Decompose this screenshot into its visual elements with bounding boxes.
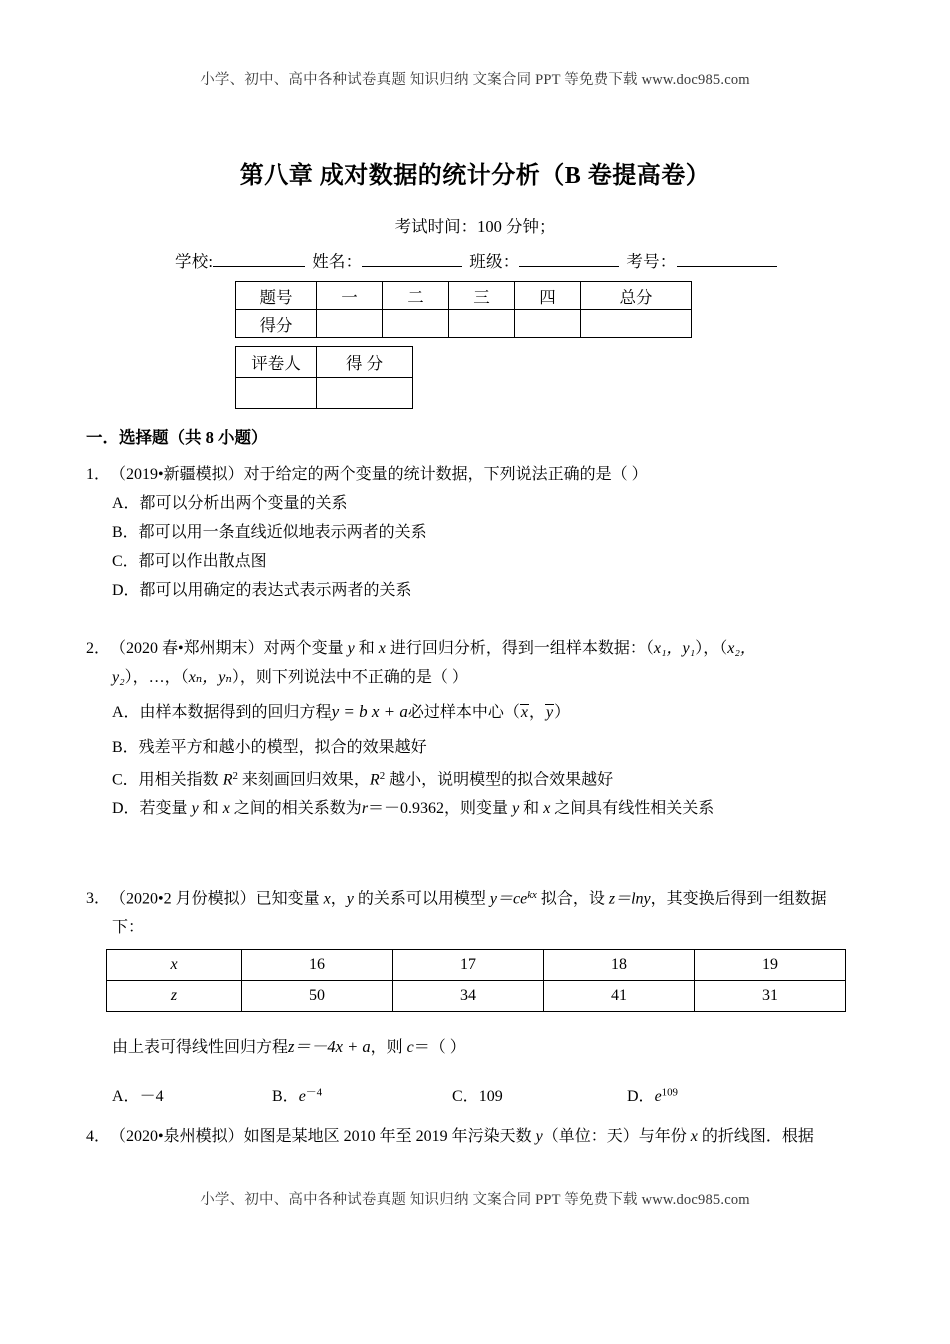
- q2-optD-x1: x: [222, 800, 230, 818]
- q2-optD-and2: 和: [519, 800, 544, 818]
- q2-optD-and1: 和: [198, 800, 223, 818]
- z-value-2: 34: [393, 981, 544, 1012]
- q3-model: y＝ce: [489, 890, 528, 908]
- q2-optA-end: ）: [554, 704, 571, 721]
- table-row: [107, 950, 846, 981]
- q2-optD-y2: y: [512, 800, 520, 818]
- question-4-source: （2020•泉州模拟）: [110, 1128, 244, 1145]
- question-3-options: [112, 1083, 912, 1106]
- q3-optA-label: A．: [112, 1088, 140, 1105]
- q2-optA-ybar: y: [546, 704, 554, 721]
- x-value-2: 17: [393, 950, 544, 981]
- score-summary-table: [235, 281, 692, 338]
- question-1-stem: [86, 460, 886, 489]
- question-1-option-d[interactable]: D．都可以用确定的表达式表示两者的关系: [112, 582, 412, 599]
- q2-optD-pre: D．若变量: [112, 800, 192, 818]
- section-heading-choice: 一．选择题（共 8 小题）: [86, 428, 268, 447]
- q2-optD-end: 之间具有线性相关关系: [550, 800, 715, 818]
- q3-model-exponent: kx: [527, 889, 537, 901]
- q2-var-x: x: [378, 640, 386, 657]
- question-1-text: 对于给定的两个变量的统计数据，下列说法正确的是（ ）: [243, 466, 648, 483]
- exam-no-blank[interactable]: [677, 251, 777, 267]
- q2-pair-2-cont: y₂: [112, 669, 125, 686]
- q2-pair-2: x₂，: [727, 640, 756, 657]
- q3-var-y: y: [346, 890, 354, 908]
- question-3-regression-line: [86, 1032, 886, 1062]
- table-row: [236, 347, 413, 378]
- q2-mid: ），…，（: [124, 669, 189, 686]
- q2-optA-comma: ，: [528, 704, 545, 721]
- table-row: [236, 378, 413, 409]
- grader-value[interactable]: [236, 378, 317, 409]
- student-info-line: [175, 248, 795, 272]
- q2-optA-mid: 必过样本中心（: [407, 704, 520, 721]
- x-value-4: 19: [695, 950, 846, 981]
- q3-after-end: ＝（ ）: [413, 1039, 466, 1056]
- question-3-stem-line-1: [86, 881, 886, 913]
- question-4-stem: [86, 1122, 886, 1151]
- exam-no-label: 考号：: [626, 252, 677, 271]
- question-2-option-a[interactable]: [86, 692, 886, 733]
- q2-text-3: 进行回归分析，得到一组样本数据：（: [385, 640, 654, 657]
- q3-optB-label: B．: [272, 1088, 299, 1105]
- q2-optC-sup2: 2: [379, 770, 386, 782]
- z-value-4: 31: [695, 981, 846, 1012]
- table-row: [236, 310, 692, 338]
- q2-text-1: 对两个变量: [263, 640, 348, 657]
- q3-optD-exponent: 109: [661, 1086, 678, 1099]
- question-1-number: 1．: [86, 466, 111, 483]
- q2-optA-equation: y = b x + a: [331, 702, 408, 721]
- q2-optC-R1: R: [222, 771, 233, 789]
- q2-optC-pre: C．用相关指数: [112, 771, 223, 789]
- q2-optC-mid: 来刻画回归效果，: [237, 771, 370, 789]
- data-label-z: z: [170, 987, 178, 1004]
- school-label: 学校:: [175, 252, 214, 271]
- question-3-source: （2020•2 月份模拟）: [110, 890, 256, 908]
- table-row: [236, 282, 692, 310]
- question-1-option-a[interactable]: A．都可以分析出两个变量的关系: [112, 495, 348, 512]
- question-3-option-b[interactable]: [272, 1083, 452, 1106]
- question-1-option-b[interactable]: B．都可以用一条直线近似地表示两者的关系: [112, 524, 427, 541]
- score-cell-3[interactable]: [449, 310, 515, 338]
- x-value-3: 18: [544, 950, 695, 981]
- question-2-source: （2020 春•郑州期末）: [110, 640, 264, 657]
- class-blank[interactable]: [519, 251, 619, 267]
- exam-duration-text: 考试时间：100 分钟；: [394, 217, 556, 236]
- q3-optC-label: C．: [452, 1088, 479, 1105]
- question-3-after-table: [86, 1032, 886, 1062]
- question-4-number: 4．: [86, 1128, 111, 1145]
- q2-optC-sup1: 2: [232, 770, 238, 782]
- q3-var-c: c: [406, 1039, 414, 1056]
- question-3-stem-line-2: 下：: [112, 919, 145, 937]
- question-2-stem-line-1: 2．（2020 春•郑州期末）对两个变量 y 和 x 进行回归分析，得到一组样本数据：（x₁，y₁），（x₂，: [86, 634, 886, 663]
- name-blank[interactable]: [362, 251, 462, 267]
- score-cell-4[interactable]: [515, 310, 581, 338]
- table-row: [107, 981, 846, 1012]
- data-label-x: x: [170, 956, 178, 973]
- grader-score-table: [235, 346, 413, 409]
- q3-text-3: 的关系可以用模型: [353, 890, 490, 908]
- score-table-row-label: 题号: [236, 282, 317, 310]
- q2-optC-end: 越小，说明模型的拟合效果越好: [385, 771, 614, 789]
- q2-optD-r: r: [361, 800, 369, 818]
- q3-optA-value: －4: [139, 1088, 164, 1105]
- q2-optD-mid: 之间的相关系数为: [229, 800, 362, 818]
- q3-text-1: 已知变量: [255, 890, 324, 908]
- score-cell-1[interactable]: [317, 310, 383, 338]
- class-label: 班级：: [469, 252, 520, 271]
- q4-text-3: 的折线图．根据: [697, 1128, 814, 1145]
- running-header: 小学、初中、高中各种试卷真题 知识归纳 文案合同 PPT 等免费下载 www.doc985.com: [200, 72, 750, 88]
- data-row-label-z: [107, 981, 242, 1012]
- score-col-1: 一: [317, 282, 383, 310]
- q3-regression-equation: z＝－4x + a: [288, 1037, 371, 1056]
- q3-text-5: ，其变换后得到一组数据: [650, 890, 827, 908]
- q2-optD-x2: x: [543, 800, 551, 818]
- q2-var-y: y: [347, 640, 355, 657]
- q3-after-pre: 由上表可得线性回归方程: [112, 1039, 289, 1056]
- question-1-option-c[interactable]: C．都可以作出散点图: [112, 553, 267, 570]
- q3-optD-value: e: [654, 1088, 662, 1105]
- question-2-option-c[interactable]: [86, 762, 886, 794]
- question-3-option-a[interactable]: [112, 1083, 272, 1106]
- question-1: [86, 460, 886, 605]
- grader-score-header: 得 分: [317, 347, 413, 378]
- score-cell-total[interactable]: [581, 310, 692, 338]
- q3-z-transform: z＝lny: [608, 890, 651, 908]
- q4-text-1: 如图是某地区 2010 年至 2019 年污染天数: [243, 1128, 536, 1145]
- question-4: [86, 1122, 886, 1151]
- q2-optC-R2: R: [369, 771, 380, 789]
- question-2-number: 2．: [86, 640, 111, 657]
- question-3-data-table: [106, 949, 846, 1012]
- q2-optD-y1: y: [191, 800, 199, 818]
- q2-text-2: 和: [354, 640, 379, 657]
- q3-after-mid: ，则: [370, 1039, 407, 1056]
- q4-var-y: y: [535, 1128, 543, 1145]
- question-2-option-d[interactable]: [86, 794, 886, 823]
- question-1-source: （2019•新疆模拟）: [110, 466, 244, 483]
- q3-optC-value: 109: [478, 1088, 503, 1105]
- q2-optD-value: ＝－0.9362，则变量: [368, 800, 513, 818]
- question-3-number: 3．: [86, 890, 111, 908]
- z-value-1: 50: [242, 981, 393, 1012]
- q2-optA-xbar: x: [520, 704, 528, 721]
- score-col-total: 总分: [581, 282, 692, 310]
- q3-var-x: x: [323, 890, 331, 908]
- x-value-1: 16: [242, 950, 393, 981]
- question-2-option-b[interactable]: B．残差平方和越小的模型，拟合的效果越好: [112, 739, 427, 756]
- score-table-row-label: 得分: [236, 310, 317, 338]
- q2-tail: ），则下列说法中不正确的是（ ）: [231, 669, 468, 686]
- q3-text-4: 拟合，设: [536, 890, 609, 908]
- page-title: 第八章 成对数据的统计分析（B 卷提高卷）: [239, 163, 711, 189]
- score-cell-2[interactable]: [383, 310, 449, 338]
- question-2-stem-line-2: [86, 663, 886, 692]
- grader-header: 评卷人: [236, 347, 317, 378]
- name-label: 姓名：: [312, 252, 363, 271]
- z-value-3: 41: [544, 981, 695, 1012]
- school-blank[interactable]: [213, 251, 305, 267]
- q3-optD-label: D．: [627, 1088, 655, 1105]
- q4-var-x: x: [690, 1128, 698, 1145]
- question-3-option-c[interactable]: [452, 1083, 627, 1106]
- data-row-label-x: [107, 950, 242, 981]
- grader-score-value[interactable]: [317, 378, 413, 409]
- running-footer: 小学、初中、高中各种试卷真题 知识归纳 文案合同 PPT 等免费下载 www.doc985.com: [200, 1192, 750, 1208]
- q2-pair-1: x₁，y₁: [653, 640, 696, 657]
- score-col-4: 四: [515, 282, 581, 310]
- q3-optB-exponent: －4: [305, 1086, 323, 1099]
- score-col-3: 三: [449, 282, 515, 310]
- q3-text-2: ，: [330, 890, 347, 908]
- question-3: [86, 881, 886, 942]
- score-col-2: 二: [383, 282, 449, 310]
- question-3-option-d[interactable]: [627, 1083, 678, 1106]
- q2-pair-n: xₙ，yₙ: [188, 669, 232, 686]
- question-2: [86, 634, 886, 823]
- q3-optB-value: e: [298, 1088, 306, 1105]
- q2-optA-pre: A．由样本数据得到的回归方程: [112, 704, 332, 721]
- q4-text-2: （单位：天）与年份: [542, 1128, 691, 1145]
